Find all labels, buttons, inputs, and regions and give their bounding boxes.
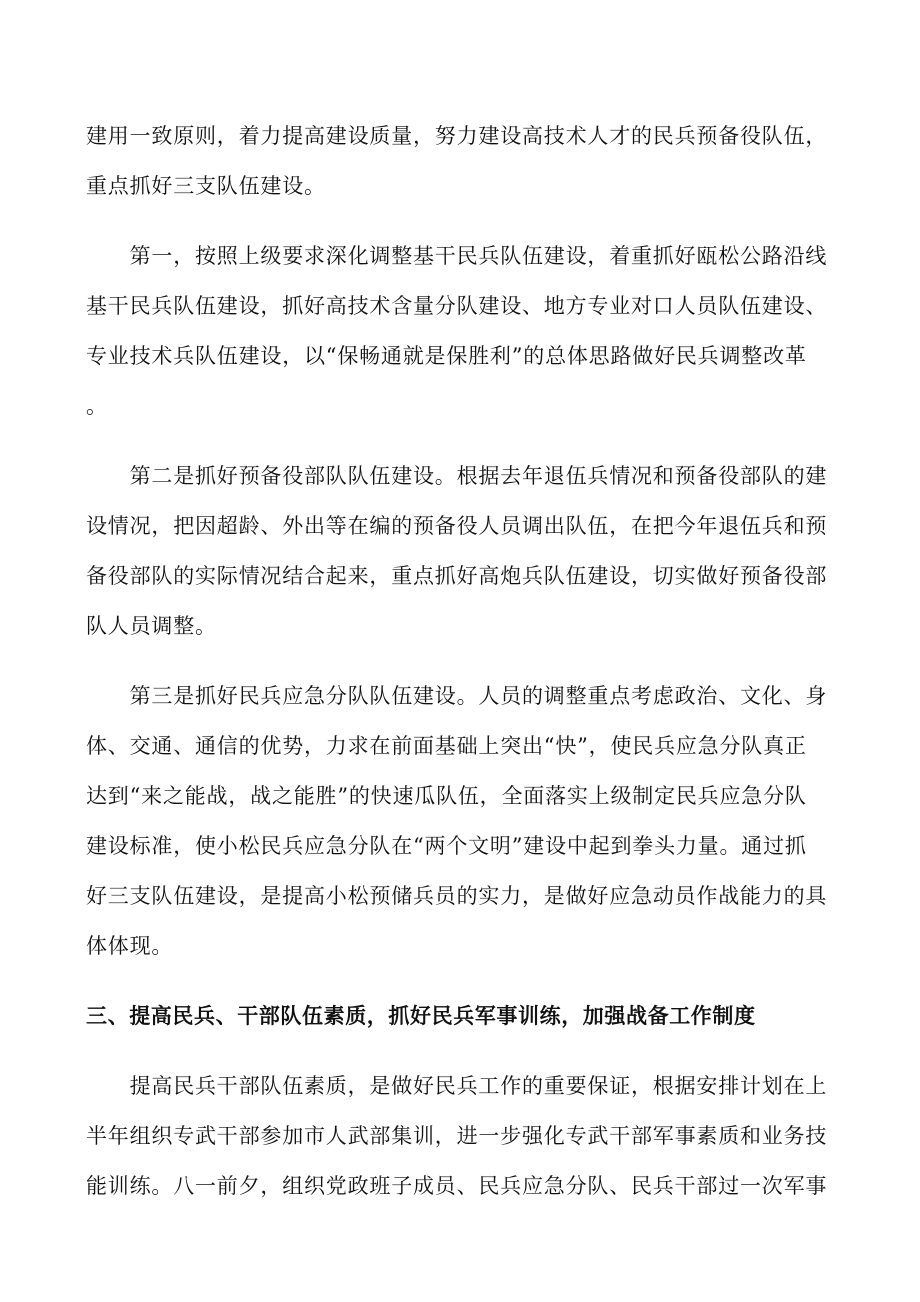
- paragraph-line: 基干民兵队伍建设，抓好高技术含量分队建设、地方专业对口人员队伍建设、: [86, 294, 828, 318]
- paragraph-line: 队人员调整。: [86, 614, 217, 638]
- paragraph-line: 体、交通、通信的优势，力求在前面基础上突出“快”，使民兵应急分队真正: [86, 734, 807, 758]
- paragraph-line: 建设标准，使小松民兵应急分队在“两个文明”建设中起到拳头力量。通过抓: [86, 834, 807, 858]
- paragraph-line: 半年组织专武干部参加市人武部集训，进一步强化专武干部军事素质和业务技: [86, 1124, 828, 1148]
- paragraph-line: 能训练。八一前夕，组织党政班子成员、民兵应急分队、民兵干部过一次军事: [86, 1174, 828, 1198]
- paragraph-line: 体体现。: [86, 934, 174, 958]
- paragraph-line: 。: [86, 394, 108, 418]
- paragraph-line: 重点抓好三支队伍建设。: [86, 174, 326, 198]
- paragraph-line: 备役部队的实际情况结合起来，重点抓好高炮兵队伍建设，切实做好预备役部: [86, 564, 828, 588]
- paragraph-line: 达到“来之能战，战之能胜”的快速瓜队伍，全面落实上级制定民兵应急分队: [86, 784, 807, 808]
- paragraph-line: 第二是抓好预备役部队队伍建设。根据去年退伍兵情况和预备役部队的建: [86, 464, 828, 488]
- paragraph-line: 第一，按照上级要求深化调整基干民兵队伍建设，着重抓好瓯松公路沿线: [86, 244, 828, 268]
- paragraph-line: 好三支队伍建设，是提高小松预储兵员的实力，是做好应急动员作战能力的具: [86, 884, 828, 908]
- paragraph-line: 专业技术兵队伍建设，以“保畅通就是保胜利”的总体思路做好民兵调整改革: [86, 344, 807, 368]
- paragraph-line: 提高民兵干部队伍素质，是做好民兵工作的重要保证，根据安排计划在上: [86, 1074, 828, 1098]
- paragraph-line: 设情况，把因超龄、外出等在编的预备役人员调出队伍，在把今年退伍兵和预: [86, 514, 828, 538]
- paragraph-line: 建用一致原则，着力提高建设质量，努力建设高技术人才的民兵预备役队伍，: [86, 124, 828, 148]
- section-heading: 三、提高民兵、干部队伍素质，抓好民兵军事训练，加强战备工作制度: [86, 1003, 756, 1028]
- paragraph-line: 第三是抓好民兵应急分队队伍建设。人员的调整重点考虑政治、文化、身: [86, 684, 828, 708]
